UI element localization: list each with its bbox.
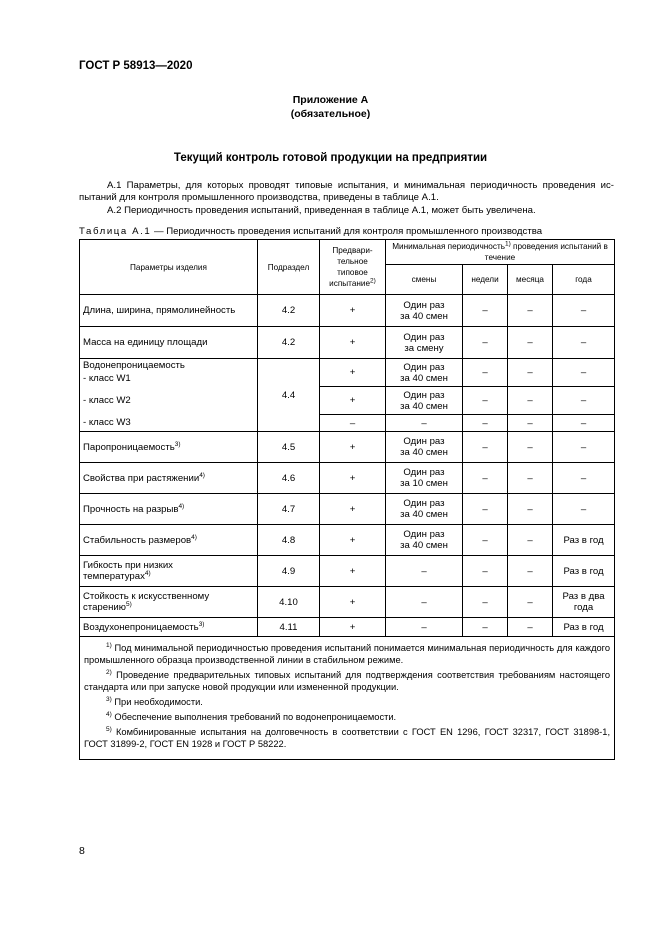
table-row <box>80 618 615 637</box>
header-param: Параметры изделия <box>80 240 258 295</box>
row-years: – <box>553 415 615 432</box>
row-years: – <box>553 295 615 327</box>
row-months: – <box>508 494 553 525</box>
table-notes-row <box>80 637 615 760</box>
appendix-title: Приложение А <box>292 94 369 106</box>
header-months: месяца <box>508 265 553 295</box>
row-preliminary: + <box>320 618 386 637</box>
appendix-status: (обязательное) <box>290 108 371 120</box>
table-row <box>80 525 615 556</box>
row-shifts-line1: Один раз <box>403 436 445 447</box>
row-subsection: 4.11 <box>258 618 320 637</box>
row-subsection: 4.7 <box>258 494 320 525</box>
row-weeks: – <box>463 359 508 387</box>
footnote-4 <box>84 711 610 723</box>
row-weeks: – <box>463 556 508 587</box>
row-param-sup: 4) <box>191 533 197 541</box>
row-shifts: – <box>386 587 463 618</box>
table-row-water-w2 <box>80 387 615 415</box>
table-row-water-w1 <box>80 359 615 387</box>
water-param-w1 <box>80 359 258 387</box>
row-years: – <box>553 463 615 494</box>
row-months: – <box>508 556 553 587</box>
row-param-sup: 4) <box>199 471 205 479</box>
footnote-3 <box>84 696 610 708</box>
row-param-text: Свойства при растяжении <box>83 472 200 484</box>
footnote-text: При необходимости. <box>111 697 203 707</box>
section-title: Текущий контроль готовой продукции на предприятии <box>173 152 488 164</box>
header-prelim-line2: тельное <box>337 257 368 266</box>
row-param: Масса на единицу площади <box>80 327 258 359</box>
row-shifts-line2: за 10 смен <box>400 478 448 489</box>
footnote-text: Обеспечение выполнения требований по водонепроницаемости. <box>111 712 397 722</box>
row-months: – <box>508 525 553 556</box>
row-weeks: – <box>463 494 508 525</box>
row-shifts-line2: за 40 смен <box>400 509 448 520</box>
table-row <box>80 327 615 359</box>
appendix-heading <box>0 93 661 121</box>
footnote-number: 4) <box>106 710 112 718</box>
row-months: – <box>508 295 553 327</box>
header-shifts: смены <box>386 265 463 295</box>
row-subsection: 4.5 <box>258 432 320 463</box>
header-prelim-line3: типовое <box>337 268 368 277</box>
row-shifts <box>386 387 463 415</box>
row-months: – <box>508 359 553 387</box>
row-years: – <box>553 327 615 359</box>
row-shifts <box>386 525 463 556</box>
row-shifts-line2: за 40 смен <box>400 400 448 412</box>
row-years <box>553 587 615 618</box>
row-preliminary: + <box>320 387 386 415</box>
footnote-number: 3) <box>106 695 112 703</box>
row-shifts-line2: за 40 смен <box>400 310 448 322</box>
row-shifts <box>386 359 463 387</box>
header-subsection: Подраздел <box>258 240 320 295</box>
header-prelim-sup: 2) <box>370 277 376 285</box>
table-notes <box>80 637 615 760</box>
row-shifts <box>386 494 463 525</box>
row-param <box>80 556 258 587</box>
table-caption-text: — Периодичность проведения испытаний для контроля промышленного производства <box>151 226 543 237</box>
header-weeks: недели <box>463 265 508 295</box>
row-subsection: 4.2 <box>258 327 320 359</box>
row-months: – <box>508 463 553 494</box>
table-row-water-w3 <box>80 415 615 432</box>
footnote-text: Под минимальной периодичностью проведения испытаний понимается минимальная периодичность для каждого промышленного образца производственной линии в стабильном режиме. <box>84 643 611 665</box>
footnote-text: Проведение предварительных типовых испытаний для подтверждения соответствия требованиям настоящего стандарта или при запуске новой продукции или измененной продукции. <box>84 670 611 692</box>
row-param <box>80 587 258 618</box>
row-weeks: – <box>463 327 508 359</box>
table-row <box>80 494 615 525</box>
row-months: – <box>508 415 553 432</box>
table-row <box>80 463 615 494</box>
row-years: Раз в год <box>553 618 615 637</box>
table-row <box>80 556 615 587</box>
row-shifts: – <box>386 556 463 587</box>
row-shifts-line1: Один раз <box>403 331 445 343</box>
row-years-line2: года <box>573 602 594 613</box>
footnote-5 <box>84 726 610 750</box>
row-shifts-line2: за 40 смен <box>400 540 448 551</box>
row-weeks: – <box>463 463 508 494</box>
row-subsection: 4.9 <box>258 556 320 587</box>
row-preliminary: + <box>320 463 386 494</box>
row-shifts <box>386 295 463 327</box>
row-weeks: – <box>463 618 508 637</box>
row-param-sup: 3) <box>198 620 205 628</box>
row-shifts <box>386 327 463 359</box>
row-subsection: 4.10 <box>258 587 320 618</box>
row-shifts-line1: Один раз <box>403 361 445 373</box>
row-param-text: Прочность на разрыв <box>83 503 179 515</box>
row-weeks: – <box>463 525 508 556</box>
row-param-sup: 4) <box>178 502 185 510</box>
row-preliminary: + <box>320 359 386 387</box>
row-param-line2: старению <box>83 602 126 613</box>
row-param: Длина, ширина, прямолинейность <box>80 295 258 327</box>
row-param-line2: температурах <box>83 571 145 582</box>
table-row <box>80 432 615 463</box>
water-subsection: 4.4 <box>258 359 320 432</box>
row-preliminary: – <box>320 415 386 432</box>
periodicity-table <box>79 239 615 760</box>
table-caption <box>79 226 542 237</box>
water-class-w3: - класс W3 <box>80 415 258 432</box>
row-shifts <box>386 463 463 494</box>
row-param-line1: Стойкость к искусственному <box>83 591 210 602</box>
row-weeks: – <box>463 587 508 618</box>
row-weeks: – <box>463 387 508 415</box>
row-months: – <box>508 618 553 637</box>
water-title: Водонепроницаемость <box>83 360 185 371</box>
footnote-1 <box>84 642 610 666</box>
row-preliminary: + <box>320 525 386 556</box>
row-param-text: Стабильность размеров <box>83 534 192 546</box>
row-months: – <box>508 387 553 415</box>
water-class-w2: - класс W2 <box>80 387 258 415</box>
row-shifts: – <box>386 618 463 637</box>
row-months: – <box>508 432 553 463</box>
row-weeks: – <box>463 415 508 432</box>
header-periodicity <box>386 240 615 265</box>
row-param <box>80 463 258 494</box>
row-years-line1: Раз в два <box>562 591 605 602</box>
row-param-text: Паропроницаемость <box>83 441 175 453</box>
row-years: – <box>553 494 615 525</box>
row-param-sup: 5) <box>125 600 132 608</box>
table-row <box>80 587 615 618</box>
footnote-number: 1) <box>106 641 112 649</box>
paragraph-a1: А.1 Параметры, для которых проводят типовые испытания, и минимальная периодичность проведения ис-пытаний для контроля промышленного производства, приведены в таблице А.1. <box>79 180 614 203</box>
row-preliminary: + <box>320 587 386 618</box>
row-subsection: 4.2 <box>258 295 320 327</box>
header-period-text2: проведения испытаний в течение <box>484 242 608 262</box>
table-row <box>80 295 615 327</box>
row-shifts-line1: Один раз <box>403 299 445 311</box>
row-years: Раз в год <box>553 556 615 587</box>
header-prelim-line1: Предвари- <box>332 246 373 255</box>
row-shifts-line1: Один раз <box>403 498 445 509</box>
row-shifts-line1: Один раз <box>403 389 445 401</box>
row-param-line1: Гибкость при низких <box>83 560 173 571</box>
row-weeks: – <box>463 432 508 463</box>
row-months: – <box>508 327 553 359</box>
footnote-number: 2) <box>106 668 112 676</box>
row-param <box>80 618 258 637</box>
header-years: года <box>553 265 615 295</box>
row-months: – <box>508 587 553 618</box>
footnote-text: Комбинированные испытания на долговечность в соответствии с ГОСТ EN 1296, ГОСТ 32317, ГОСТ 31898-1, ГОСТ 31899-2, ГОСТ EN 1928 и ГОСТ Р 58222. <box>84 727 611 749</box>
row-param <box>80 432 258 463</box>
row-shifts-line2: за 40 смен <box>400 372 448 384</box>
table-caption-label: Таблица А.1 <box>79 226 152 237</box>
row-shifts-line2: за 40 смен <box>400 447 448 458</box>
row-preliminary: + <box>320 432 386 463</box>
row-weeks: – <box>463 295 508 327</box>
paragraph-a2: А.2 Периодичность проведения испытаний, приведенная в таблице А.1, может быть увеличена. <box>107 205 536 216</box>
row-subsection: 4.6 <box>258 463 320 494</box>
row-years: – <box>553 387 615 415</box>
row-param <box>80 494 258 525</box>
row-param-sup: 4) <box>144 569 151 577</box>
header-preliminary <box>320 240 386 295</box>
header-period-sup: 1) <box>504 240 511 248</box>
footnote-number: 5) <box>106 725 112 733</box>
row-shifts-line1: Один раз <box>403 467 445 478</box>
header-period-text: Минимальная периодичность <box>392 242 505 251</box>
row-shifts <box>386 432 463 463</box>
footnote-2 <box>84 669 610 693</box>
row-years: – <box>553 359 615 387</box>
row-param <box>80 525 258 556</box>
page-number: 8 <box>79 845 85 857</box>
row-preliminary: + <box>320 295 386 327</box>
row-shifts: – <box>386 415 463 432</box>
row-shifts-line2: за смену <box>404 342 444 354</box>
header-prelim-line4: испытание <box>329 279 371 288</box>
row-years: – <box>553 432 615 463</box>
row-shifts-line1: Один раз <box>403 529 445 540</box>
document-code: ГОСТ Р 58913—2020 <box>79 60 193 72</box>
row-preliminary: + <box>320 327 386 359</box>
row-param-text: Воздухонепроницаемость <box>83 621 199 633</box>
row-preliminary: + <box>320 494 386 525</box>
row-subsection: 4.8 <box>258 525 320 556</box>
row-param-sup: 3) <box>174 440 181 448</box>
water-class-w1: - класс W1 <box>83 373 131 384</box>
row-preliminary: + <box>320 556 386 587</box>
row-years: Раз в год <box>553 525 615 556</box>
